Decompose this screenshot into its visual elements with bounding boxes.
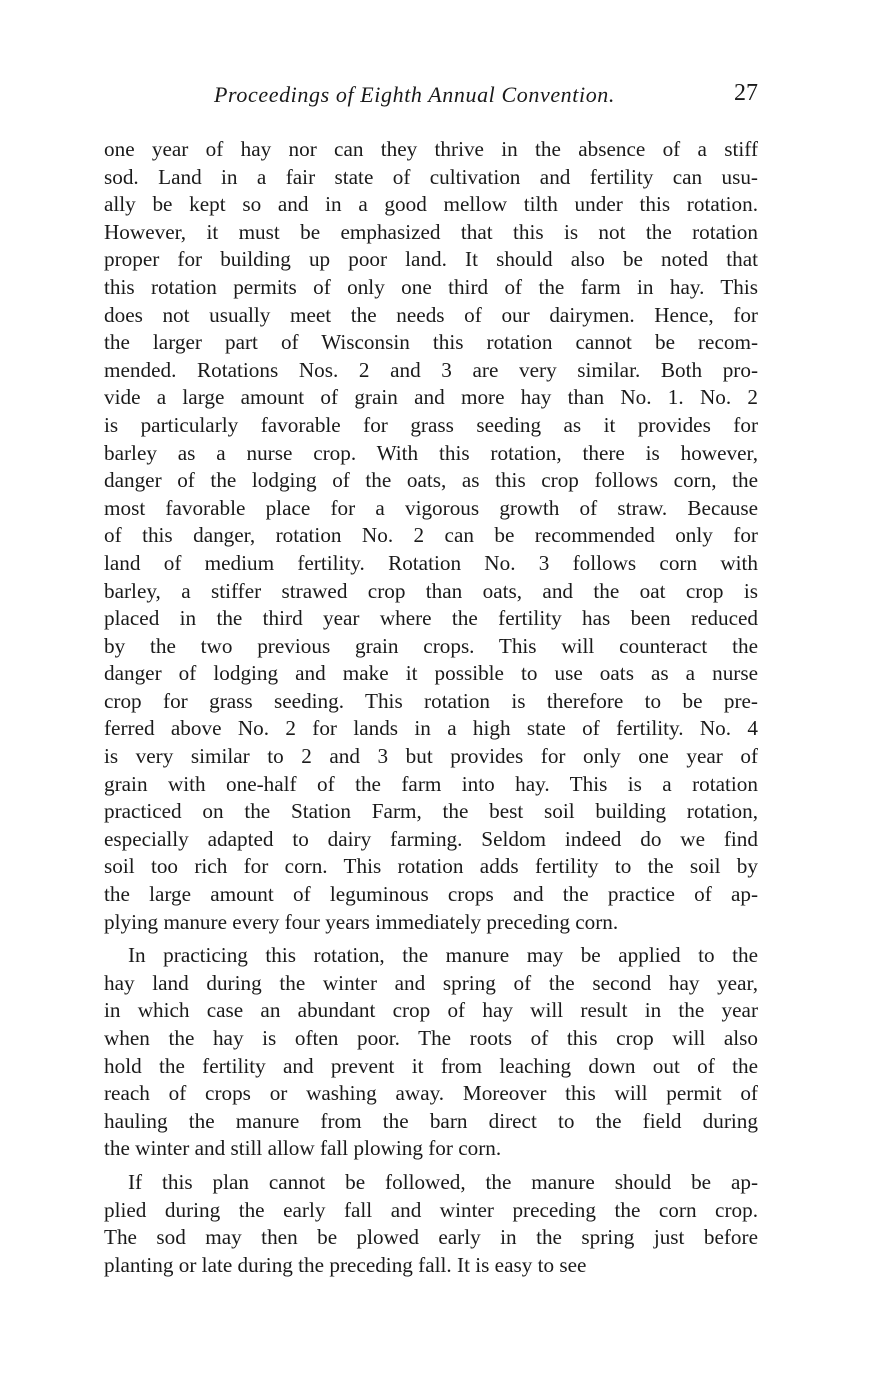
text-line: placed in the third year where the fertility has been reduced [104, 606, 758, 631]
text-line: the winter and still allow fall plowing for corn. [104, 1136, 502, 1161]
text-line: vide a large amount of grain and more hay than No. 1. No. 2 [104, 385, 758, 410]
text-line: proper for building up poor land. It should also be noted that [104, 247, 758, 272]
text-line: in which case an abundant crop of hay will result in the year [104, 998, 758, 1023]
text-line: planting or late during the preceding fall. It is easy to see [104, 1252, 587, 1277]
text-line: reach of crops or washing away. Moreover this will permit of [104, 1081, 758, 1106]
text-line: plying manure every four years immediately preceding corn. [104, 909, 619, 934]
text-line: the larger part of Wisconsin this rotation cannot be recom- [104, 330, 758, 355]
text-line: of this danger, rotation No. 2 can be recommended only for [104, 523, 758, 548]
text-line: soil too rich for corn. This rotation adds fertility to the soil by [104, 854, 758, 879]
text-line: is particularly favorable for grass seeding as it provides for [104, 412, 758, 437]
text-line: In practicing this rotation, the manure may be applied to the [128, 943, 758, 968]
text-line: danger of the lodging of the oats, as this crop follows corn, the [104, 468, 758, 493]
body-text [104, 136, 758, 1279]
text-line: barley, a stiffer strawed crop than oats, and the oat crop is [104, 578, 758, 603]
text-line: ferred above No. 2 for lands in a high state of fertility. No. 4 [104, 716, 758, 741]
text-line: is very similar to 2 and 3 but provides for only one year of [104, 744, 758, 769]
text-line: ally be kept so and in a good mellow tilth under this rotation. [104, 192, 758, 217]
text-line: this rotation permits of only one third of the farm in hay. This [104, 274, 758, 299]
paragraph [104, 942, 758, 1163]
text-line: barley as a nurse crop. With this rotation, there is however, [104, 440, 758, 465]
paragraph [104, 1169, 758, 1279]
text-line: land of medium fertility. Rotation No. 3 follows corn with [104, 550, 758, 575]
text-line: danger of lodging and make it possible to use oats as a nurse [104, 661, 758, 686]
text-line: the large amount of leguminous crops and the practice of ap- [104, 882, 758, 907]
text-line: If this plan cannot be followed, the manure should be ap- [128, 1169, 758, 1194]
text-line: sod. Land in a fair state of cultivation and fertility can usu- [104, 164, 758, 189]
text-line: mended. Rotations Nos. 2 and 3 are very similar. Both pro- [104, 357, 758, 382]
text-line: especially adapted to dairy farming. Seldom indeed do we find [104, 826, 758, 851]
text-line: crop for grass seeding. This rotation is therefore to be pre- [104, 688, 758, 713]
text-line: However, it must be emphasized that this is not the rotation [104, 219, 758, 244]
text-line: when the hay is often poor. The roots of this crop will also [104, 1026, 758, 1050]
text-line: practiced on the Station Farm, the best soil building rotation, [104, 799, 758, 824]
text-line: does not usually meet the needs of our dairymen. Hence, for [104, 302, 758, 327]
text-line: The sod may then be plowed early in the spring just before [104, 1225, 758, 1250]
page-header [104, 80, 758, 114]
text-line: hold the fertility and prevent it from leaching down out of the [104, 1053, 758, 1078]
page-number: 27 [734, 80, 758, 106]
text-line: grain with one-half of the farm into hay. This is a rotation [104, 771, 758, 796]
running-head: Proceedings of Eighth Annual Convention. [214, 82, 616, 107]
text-line: hay land during the winter and spring of the second hay year, [104, 970, 758, 995]
text-line: one year of hay nor can they thrive in the absence of a stiff [104, 137, 758, 161]
text-line: by the two previous grain crops. This will counteract the [104, 633, 758, 658]
text-line: hauling the manure from the barn direct to the field during [104, 1108, 758, 1133]
text-line: plied during the early fall and winter preceding the corn crop. [104, 1197, 758, 1222]
paragraph [104, 136, 758, 936]
text-line: most favorable place for a vigorous growth of straw. Because [104, 495, 758, 520]
